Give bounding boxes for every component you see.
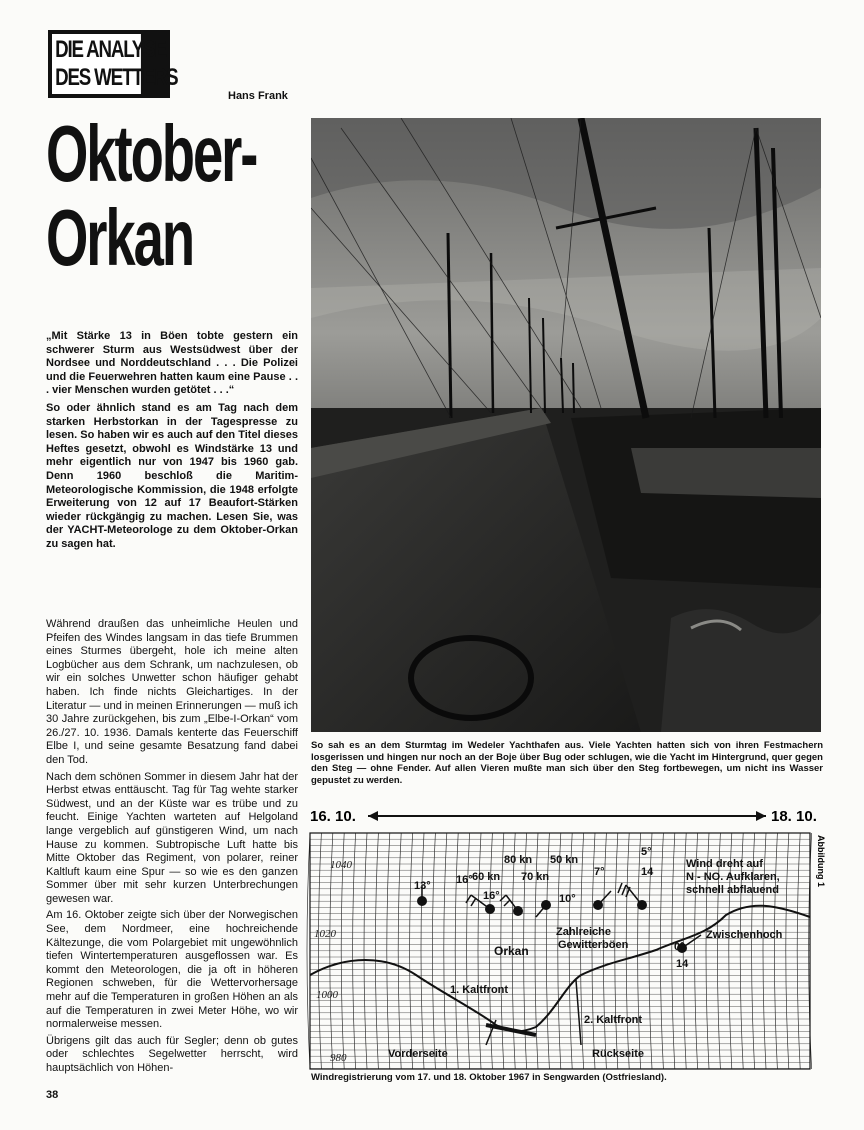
body-text <box>46 618 298 1079</box>
wind-speed-label: 50 kn <box>550 854 579 866</box>
page-number: 38 <box>46 1089 59 1101</box>
wind-speed-label: 80 kn <box>504 854 533 866</box>
thunder-label: Gewitterböen <box>558 939 629 951</box>
pressure-label: 980 <box>330 1052 347 1064</box>
harbor-storm-photo <box>311 118 821 732</box>
temperature-label: 7° <box>594 866 605 878</box>
pressure-label: 1020 <box>314 928 336 940</box>
headline <box>46 109 257 282</box>
author-name: Hans Frank <box>228 90 288 102</box>
photo-caption: So sah es an dem Sturmtag im Wedeler Yachthafen aus. Viele Yachten hatten sich von ihren Festmachern losgerissen und hingen nur noch an der Boje über Bug oder schlugen, wie die Yacht im Hintergrund, quer gegen den Steg — ohne Fender. Auf allen Vieren mußte man sich über den Steg fortbewegen, um nicht ins Wasser gepustet zu werden. <box>311 740 823 786</box>
section-kicker <box>48 30 178 98</box>
orkan-label: Orkan <box>494 944 529 958</box>
lead-paragraph: So oder ähnlich stand es am Tag nach dem starken Herbstorkan in der Tagespresse zu lesen. So haben wir es auch auf den Titel dieses Heftes gesetzt, obwohl es Windstärke 13 und mehr eigentlich nur von 1947 bis 1960 gab. Denn 1960 beschloß die Maritim-Meteorologische Kommission, die 1948 erfolgte Erweiterung von 12 auf 17 Beaufort-Stärken wieder rückgängig zu machen. Lesen Sie, was der YACHT-Meteorologe zu dem Oktober-Orkan zu sagen hat. <box>46 401 298 550</box>
figure-label: Abbildung 1 <box>816 835 826 887</box>
temperature-label: 0° <box>674 941 685 953</box>
wind-note-label: Wind dreht auf <box>686 858 763 870</box>
temperature-label: 5° <box>641 846 652 858</box>
body-paragraph: Am 16. Oktober zeigte sich über der Norwegischen See, dem Nordmeer, eine hochreichende Kältezunge, die vom Polargebiet mit ungewöhnlich tiefen Wintertemperaturen ausgeflossen war. Es kommt den Meteorologen, die ja oft in höheren Regionen schweben, für die Wettervorhersage mehr auf die Temperaturen in großen Höhen an als auf die Temperaturen in zwei Meter Höhe, wo wir normalerweise messen. <box>46 909 298 1031</box>
thunder-label: Zahlreiche <box>556 926 612 938</box>
kicker-line-1: DIE ANALYSE <box>55 36 166 63</box>
temperature-label: 14 <box>641 866 654 878</box>
temperature-label: 14 <box>676 958 689 970</box>
lead-paragraph: „Mit Stärke 13 in Böen tobte gestern ein schwerer Sturm aus Westsüdwest über der Nordsee und Norddeutschland . . . Die Polizei und die Feuerwehren hatten kaum eine Pause . . . vier Menschen wurden getötet . . .“ <box>46 330 298 397</box>
wind-note-label: N - NO. Aufklaren, <box>686 871 780 883</box>
wind-registration-chart <box>306 805 846 1095</box>
wind-speed-label: 70 kn <box>521 871 550 883</box>
date-start-label: 16. 10. <box>310 808 356 825</box>
pressure-curve <box>310 906 810 1032</box>
date-end-label: 18. 10. <box>771 808 817 825</box>
kicker-line-2: DES WETTERS <box>55 64 178 91</box>
headline-line-2: Orkan <box>46 193 194 282</box>
chart-caption: Windregistrierung vom 17. und 18. Oktober 1967 in Sengwarden (Ostfriesland). <box>311 1072 667 1083</box>
temperature-label: 16° <box>456 874 473 886</box>
pressure-label: 1040 <box>330 859 352 871</box>
temperature-label: 13° <box>414 880 431 892</box>
body-paragraph: Übrigens gilt das auch für Segler; denn ob gutes oder schlechtes Segelwetter herrscht, wird hauptsächlich von Höhen- <box>46 1034 298 1074</box>
body-paragraph: Nach dem schönen Sommer in diesem Jahr hat der Herbst etwas enttäuscht. Tag für Tag wehte starker Südwest, und an der Küste war es trübe und zu feucht. Einige Yachten warteten auf Helgoland lange vergeblich auf günstigeren Wind, um nach Hause zu kommen. Subtropische Luft hatte bis Mitte Oktober das Regiment, von polarer, reiner Kaltluft kaum eine Spur — so wie es den ganzen Sommer über mit sehr kurzen Unterbrechungen gewesen war. <box>46 770 298 905</box>
temperature-label: 10° <box>559 893 576 905</box>
cold-front-1-label: 1. Kaltfront <box>450 984 509 996</box>
rueckseite-label: Rückseite <box>592 1048 644 1060</box>
wind-note-label: schnell abflauend <box>686 884 779 896</box>
zwischenhoch-label: Zwischenhoch <box>706 929 783 941</box>
lead-paragraphs <box>46 330 298 556</box>
cold-front-2-label: 2. Kaltfront <box>584 1014 643 1026</box>
body-paragraph: Während draußen das unheimliche Heulen und Pfeifen des Windes langsam in das tiefe Brummen eines Sturmes übergeht, hole ich meine alten Logbücher aus dem Schrank, um nachzulesen, ob wir ein solches Unwetter schon häufiger gehabt haben. Ich finde nichts Gleichartiges. In der Literatur — und in meinen Erinnerungen — muß ich 30 Jahre zurückgehen, bis zum „Elbe-I-Orkan“ vom 26./27. 10. 1936. Damals kenterte das Feuerschiff Elbe I, und seine gesamte Besatzung fand dabei den Tod. <box>46 618 298 766</box>
wind-speed-label: 60 kn <box>472 871 501 883</box>
headline-line-1: Oktober- <box>46 109 257 198</box>
temperature-label: 16° <box>483 890 500 902</box>
pressure-label: 1000 <box>316 989 338 1001</box>
vorderseite-label: Vorderseite <box>388 1048 448 1060</box>
